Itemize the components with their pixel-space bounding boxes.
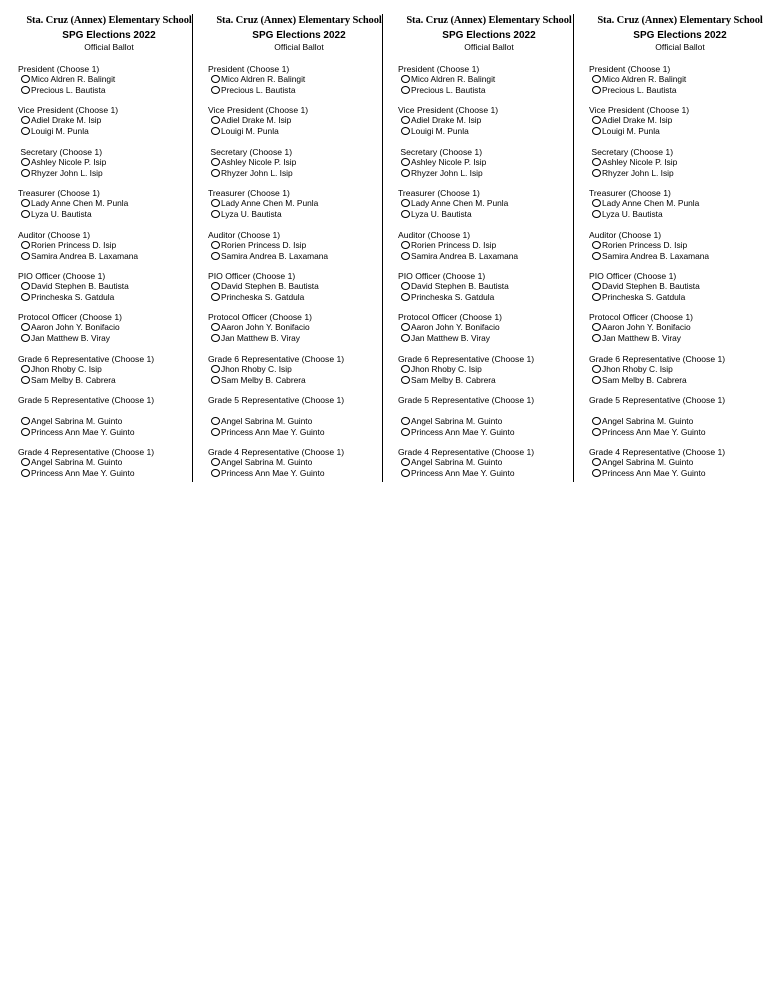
vote-oval-icon[interactable] [21,116,30,124]
position-title: PIO Officer (Choose 1) [18,271,106,281]
school-name: Sta. Cruz (Annex) Elementary School [216,15,382,26]
candidate-name: Jan Matthew B. Viray [221,332,300,343]
candidate-name: Samira Andrea B. Laxamana [602,250,710,261]
vote-oval-icon[interactable] [211,365,220,373]
vote-oval-icon[interactable] [401,210,410,218]
candidate-name: Aaron John Y. Bonifacio [411,322,500,333]
candidate-name: Lady Anne Chen M. Punla [411,198,509,209]
position-title: Vice President (Choose 1) [398,105,499,115]
vote-oval-icon[interactable] [21,75,30,83]
candidate-name: Samira Andrea B. Laxamana [221,250,329,261]
candidate-option[interactable] [21,126,89,137]
candidate-option[interactable] [592,364,673,375]
candidate-name: Mico Aldren R. Balingit [602,74,687,85]
candidate-name: Samira Andrea B. Laxamana [31,250,139,261]
candidate-option[interactable] [401,251,518,262]
candidate-option[interactable] [592,115,672,126]
vote-oval-icon[interactable] [592,210,601,218]
vote-oval-icon[interactable] [21,169,30,177]
candidate-name: Rorien Princess D. Isip [221,240,307,251]
vote-oval-icon[interactable] [211,241,220,249]
position-title: Grade 4 Representative (Choose 1) [398,447,535,457]
candidate-option[interactable] [21,416,122,427]
vote-oval-icon[interactable] [592,334,601,342]
candidate-option[interactable] [21,281,129,292]
election-title: SPG Elections 2022 [252,30,346,41]
candidate-name: Sam Melby B. Cabrera [31,374,116,385]
candidate-name: Princess Ann Mae Y. Guinto [602,426,706,437]
position-title: Secretary (Choose 1) [589,147,674,157]
vote-oval-icon[interactable] [401,323,410,331]
candidate-name: Lyza U. Bautista [602,208,663,219]
vote-oval-icon[interactable] [401,334,410,342]
vote-oval-icon[interactable] [21,282,30,290]
vote-oval-icon[interactable] [21,334,30,342]
candidate-option[interactable] [21,364,102,375]
vote-oval-icon[interactable] [21,376,30,384]
candidate-name: Samira Andrea B. Laxamana [411,250,519,261]
candidate-name: Louigi M. Punla [31,125,89,136]
position-title: Auditor (Choose 1) [589,230,662,240]
position-title: Grade 6 Representative (Choose 1) [398,354,535,364]
vote-oval-icon[interactable] [21,210,30,218]
candidate-name: Precious L. Bautista [31,84,106,95]
vote-oval-icon[interactable] [401,127,410,135]
vote-oval-icon[interactable] [211,469,220,477]
position-title: Grade 5 Representative (Choose 1) [18,395,155,405]
candidate-option[interactable] [592,333,681,344]
candidate-name: Princheska S. Gatdula [411,291,495,302]
candidate-name: Aaron John Y. Bonifacio [221,322,310,333]
candidate-name: Ashley Nicole P. Isip [602,157,678,168]
candidate-option[interactable] [21,468,135,479]
election-title: SPG Elections 2022 [633,30,727,41]
vote-oval-icon[interactable] [211,417,220,425]
candidate-option[interactable] [592,281,700,292]
vote-oval-icon[interactable] [211,75,220,83]
candidate-option[interactable] [211,427,325,438]
school-name: Sta. Cruz (Annex) Elementary School [26,15,192,26]
vote-oval-icon[interactable] [401,241,410,249]
candidate-option[interactable] [211,292,304,303]
position-title: Vice President (Choose 1) [589,105,690,115]
candidate-option[interactable] [211,198,318,209]
position-title: Protocol Officer (Choose 1) [398,312,502,322]
school-name: Sta. Cruz (Annex) Elementary School [406,15,572,26]
vote-oval-icon[interactable] [592,376,601,384]
vote-oval-icon[interactable] [211,158,220,166]
candidate-name: Angel Sabrina M. Guinto [31,416,123,427]
candidate-name: Rorien Princess D. Isip [602,240,688,251]
candidate-option[interactable] [211,115,291,126]
candidate-name: Mico Aldren R. Balingit [31,74,116,85]
position-title: Protocol Officer (Choose 1) [18,312,122,322]
candidate-name: Precious L. Bautista [221,84,296,95]
candidate-option[interactable] [401,457,502,468]
candidate-name: Sam Melby B. Cabrera [221,374,306,385]
candidate-option[interactable] [592,240,687,251]
vote-oval-icon[interactable] [401,365,410,373]
vote-oval-icon[interactable] [401,86,410,94]
candidate-option[interactable] [211,240,306,251]
vote-oval-icon[interactable] [592,158,601,166]
candidate-name: Jhon Rhoby C. Isip [221,364,292,375]
vote-oval-icon[interactable] [211,293,220,301]
position-title: Grade 4 Representative (Choose 1) [208,447,345,457]
candidate-name: Angel Sabrina M. Guinto [602,416,694,427]
candidate-name: David Stephen B. Bautista [221,281,319,292]
vote-oval-icon[interactable] [592,169,601,177]
candidate-name: Precious L. Bautista [411,84,486,95]
candidate-option[interactable] [592,322,691,333]
candidate-option[interactable] [592,157,677,168]
vote-oval-icon[interactable] [592,282,601,290]
position-title: PIO Officer (Choose 1) [398,271,486,281]
candidate-name: Princess Ann Mae Y. Guinto [602,467,706,478]
candidate-name: Mico Aldren R. Balingit [221,74,306,85]
vote-oval-icon[interactable] [211,323,220,331]
candidate-name: Rhyzer John L. Isip [411,167,483,178]
candidate-option[interactable] [592,198,699,209]
candidate-name: Rorien Princess D. Isip [31,240,117,251]
candidate-option[interactable] [401,292,494,303]
position-title: Grade 4 Representative (Choose 1) [18,447,155,457]
position-title: Protocol Officer (Choose 1) [208,312,312,322]
candidate-option[interactable] [401,115,481,126]
position-title: President (Choose 1) [208,64,290,74]
position-title: Treasurer (Choose 1) [589,188,671,198]
candidate-option[interactable] [211,333,300,344]
vote-oval-icon[interactable] [211,428,220,436]
vote-oval-icon[interactable] [592,116,601,124]
candidate-name: Jan Matthew B. Viray [602,332,681,343]
candidate-option[interactable] [401,74,495,85]
candidate-option[interactable] [211,364,292,375]
position-title: Secretary (Choose 1) [18,147,103,157]
vote-oval-icon[interactable] [21,293,30,301]
candidate-option[interactable] [401,240,496,251]
candidate-option[interactable] [592,251,709,262]
position-title: Secretary (Choose 1) [208,147,293,157]
candidate-name: Angel Sabrina M. Guinto [221,457,313,468]
candidate-name: Rhyzer John L. Isip [602,167,674,178]
official-ballot-label: Official Ballot [84,42,134,52]
candidate-option[interactable] [21,375,116,386]
position-title: PIO Officer (Choose 1) [589,271,677,281]
vote-oval-icon[interactable] [211,127,220,135]
candidate-name: Louigi M. Punla [221,125,279,136]
position-title: Grade 6 Representative (Choose 1) [18,354,155,364]
candidate-name: Angel Sabrina M. Guinto [411,416,503,427]
vote-oval-icon[interactable] [211,116,220,124]
candidate-option[interactable] [211,74,305,85]
candidate-option[interactable] [401,198,508,209]
candidate-option[interactable] [21,209,92,220]
candidate-name: David Stephen B. Bautista [31,281,129,292]
vote-oval-icon[interactable] [401,116,410,124]
candidate-option[interactable] [592,457,693,468]
candidate-option[interactable] [211,157,296,168]
candidate-option[interactable] [211,209,282,220]
candidate-name: Lyza U. Bautista [411,208,472,219]
candidate-option[interactable] [211,468,325,479]
vote-oval-icon[interactable] [592,127,601,135]
position-title: PIO Officer (Choose 1) [208,271,296,281]
candidate-name: Sam Melby B. Cabrera [411,374,496,385]
position-title: Treasurer (Choose 1) [18,188,100,198]
candidate-name: Rhyzer John L. Isip [31,167,103,178]
ballot-copy [208,14,390,482]
candidate-option[interactable] [21,251,138,262]
candidate-name: Angel Sabrina M. Guinto [221,416,313,427]
position-title: President (Choose 1) [18,64,100,74]
candidate-option[interactable] [592,416,693,427]
ballot-copy [398,14,580,482]
vote-oval-icon[interactable] [401,376,410,384]
candidate-option[interactable] [21,240,116,251]
position-title: Auditor (Choose 1) [398,230,471,240]
candidate-option[interactable] [21,198,128,209]
candidate-name: Princheska S. Gatdula [221,291,305,302]
candidate-option[interactable] [21,85,105,96]
candidate-name: Louigi M. Punla [602,125,660,136]
position-title: Treasurer (Choose 1) [398,188,480,198]
candidate-name: David Stephen B. Bautista [602,281,700,292]
vote-oval-icon[interactable] [401,282,410,290]
column-divider [192,14,193,482]
candidate-option[interactable] [211,85,295,96]
candidate-option[interactable] [401,126,469,137]
candidate-option[interactable] [401,375,496,386]
candidate-option[interactable] [401,427,515,438]
vote-oval-icon[interactable] [21,241,30,249]
candidate-option[interactable] [592,126,660,137]
candidate-name: Jan Matthew B. Viray [31,332,110,343]
candidate-name: Ashley Nicole P. Isip [221,157,297,168]
position-title: Grade 5 Representative (Choose 1) [208,395,345,405]
vote-oval-icon[interactable] [592,252,601,260]
vote-oval-icon[interactable] [211,282,220,290]
candidate-option[interactable] [401,85,485,96]
vote-oval-icon[interactable] [592,417,601,425]
official-ballot-label: Official Ballot [655,42,705,52]
candidate-name: Princess Ann Mae Y. Guinto [221,467,325,478]
candidate-name: Angel Sabrina M. Guinto [31,457,123,468]
position-title: Auditor (Choose 1) [208,230,281,240]
vote-oval-icon[interactable] [21,199,30,207]
candidate-name: Princess Ann Mae Y. Guinto [411,426,515,437]
candidate-option[interactable] [211,322,310,333]
candidate-name: Rorien Princess D. Isip [411,240,497,251]
position-title: Grade 4 Representative (Choose 1) [589,447,726,457]
position-title: Grade 5 Representative (Choose 1) [398,395,535,405]
candidate-name: Ashley Nicole P. Isip [31,157,107,168]
vote-oval-icon[interactable] [401,199,410,207]
vote-oval-icon[interactable] [401,428,410,436]
candidate-name: Lady Anne Chen M. Punla [31,198,129,209]
candidate-name: Adiel Drake M. Isip [411,115,482,126]
candidate-option[interactable] [21,157,106,168]
vote-oval-icon[interactable] [592,469,601,477]
official-ballot-label: Official Ballot [464,42,514,52]
position-title: Vice President (Choose 1) [208,105,309,115]
vote-oval-icon[interactable] [401,158,410,166]
vote-oval-icon[interactable] [592,241,601,249]
official-ballot-label: Official Ballot [274,42,324,52]
vote-oval-icon[interactable] [21,458,30,466]
vote-oval-icon[interactable] [592,458,601,466]
candidate-option[interactable] [401,322,500,333]
candidate-name: Ashley Nicole P. Isip [411,157,487,168]
vote-oval-icon[interactable] [211,169,220,177]
vote-oval-icon[interactable] [592,293,601,301]
candidate-name: Mico Aldren R. Balingit [411,74,496,85]
candidate-name: Angel Sabrina M. Guinto [411,457,503,468]
vote-oval-icon[interactable] [401,458,410,466]
candidate-name: Jhon Rhoby C. Isip [411,364,482,375]
position-title: Secretary (Choose 1) [398,147,483,157]
candidate-option[interactable] [211,457,312,468]
candidate-name: Adiel Drake M. Isip [602,115,673,126]
vote-oval-icon[interactable] [211,376,220,384]
vote-oval-icon[interactable] [592,365,601,373]
position-title: Grade 5 Representative (Choose 1) [589,395,726,405]
candidate-option[interactable] [21,292,114,303]
candidate-option[interactable] [211,251,328,262]
candidate-option[interactable] [592,168,674,179]
candidate-name: Jan Matthew B. Viray [411,332,490,343]
candidate-option[interactable] [21,74,115,85]
vote-oval-icon[interactable] [401,169,410,177]
vote-oval-icon[interactable] [211,458,220,466]
position-title: Treasurer (Choose 1) [208,188,290,198]
candidate-name: David Stephen B. Bautista [411,281,509,292]
vote-oval-icon[interactable] [211,334,220,342]
vote-oval-icon[interactable] [211,210,220,218]
candidate-name: Princess Ann Mae Y. Guinto [411,467,515,478]
vote-oval-icon[interactable] [21,365,30,373]
vote-oval-icon[interactable] [401,75,410,83]
candidate-option[interactable] [592,468,706,479]
candidate-option[interactable] [21,115,101,126]
candidate-option[interactable] [592,74,686,85]
vote-oval-icon[interactable] [592,199,601,207]
vote-oval-icon[interactable] [21,252,30,260]
candidate-name: Princess Ann Mae Y. Guinto [31,426,135,437]
position-title: Grade 6 Representative (Choose 1) [208,354,345,364]
candidate-option[interactable] [401,333,490,344]
vote-oval-icon[interactable] [21,428,30,436]
candidate-name: Sam Melby B. Cabrera [602,374,687,385]
election-title: SPG Elections 2022 [62,30,156,41]
column-divider [382,14,383,482]
vote-oval-icon[interactable] [21,417,30,425]
candidate-option[interactable] [21,168,103,179]
candidate-option[interactable] [592,292,685,303]
candidate-option[interactable] [401,281,509,292]
candidate-name: Precious L. Bautista [602,84,677,95]
candidate-name: Princess Ann Mae Y. Guinto [31,467,135,478]
candidate-name: Princheska S. Gatdula [602,291,686,302]
candidate-name: Lady Anne Chen M. Punla [602,198,700,209]
candidate-option[interactable] [21,457,122,468]
candidate-option[interactable] [401,364,482,375]
candidate-name: Jhon Rhoby C. Isip [602,364,673,375]
candidate-option[interactable] [401,157,486,168]
vote-oval-icon[interactable] [21,86,30,94]
candidate-name: Aaron John Y. Bonifacio [602,322,691,333]
candidate-option[interactable] [211,168,293,179]
ballot-copy [18,14,200,482]
position-title: Auditor (Choose 1) [18,230,91,240]
candidate-name: Angel Sabrina M. Guinto [602,457,694,468]
candidate-name: Aaron John Y. Bonifacio [31,322,120,333]
candidate-option[interactable] [211,281,319,292]
position-title: President (Choose 1) [398,64,480,74]
candidate-option[interactable] [592,209,663,220]
ballot-copy [589,14,768,482]
position-title: Protocol Officer (Choose 1) [589,312,693,322]
candidate-option[interactable] [401,209,472,220]
vote-oval-icon[interactable] [592,428,601,436]
vote-oval-icon[interactable] [211,86,220,94]
position-title: President (Choose 1) [589,64,671,74]
position-title: Grade 6 Representative (Choose 1) [589,354,726,364]
candidate-name: Adiel Drake M. Isip [31,115,102,126]
column-divider [573,14,574,482]
candidate-option[interactable] [401,168,483,179]
candidate-name: Princess Ann Mae Y. Guinto [221,426,325,437]
candidate-name: Adiel Drake M. Isip [221,115,292,126]
vote-oval-icon[interactable] [21,323,30,331]
candidate-name: Jhon Rhoby C. Isip [31,364,102,375]
candidate-option[interactable] [211,126,279,137]
vote-oval-icon[interactable] [592,323,601,331]
candidate-option[interactable] [21,322,120,333]
candidate-name: Rhyzer John L. Isip [221,167,293,178]
vote-oval-icon[interactable] [592,86,601,94]
vote-oval-icon[interactable] [21,469,30,477]
candidate-name: Lyza U. Bautista [221,208,282,219]
candidate-option[interactable] [21,427,135,438]
vote-oval-icon[interactable] [401,293,410,301]
candidate-option[interactable] [401,416,502,427]
candidate-option[interactable] [592,375,687,386]
candidate-option[interactable] [211,375,306,386]
candidate-name: Lyza U. Bautista [31,208,92,219]
vote-oval-icon[interactable] [401,252,410,260]
candidate-name: Princheska S. Gatdula [31,291,115,302]
vote-oval-icon[interactable] [211,252,220,260]
candidate-option[interactable] [592,427,706,438]
candidate-option[interactable] [401,468,515,479]
candidate-option[interactable] [592,85,676,96]
candidate-name: Louigi M. Punla [411,125,469,136]
election-title: SPG Elections 2022 [442,30,536,41]
school-name: Sta. Cruz (Annex) Elementary School [597,15,763,26]
vote-oval-icon[interactable] [592,75,601,83]
position-title: Vice President (Choose 1) [18,105,119,115]
vote-oval-icon[interactable] [211,199,220,207]
vote-oval-icon[interactable] [401,469,410,477]
candidate-option[interactable] [211,416,312,427]
candidate-option[interactable] [21,333,110,344]
vote-oval-icon[interactable] [401,417,410,425]
vote-oval-icon[interactable] [21,158,30,166]
candidate-name: Lady Anne Chen M. Punla [221,198,319,209]
vote-oval-icon[interactable] [21,127,30,135]
